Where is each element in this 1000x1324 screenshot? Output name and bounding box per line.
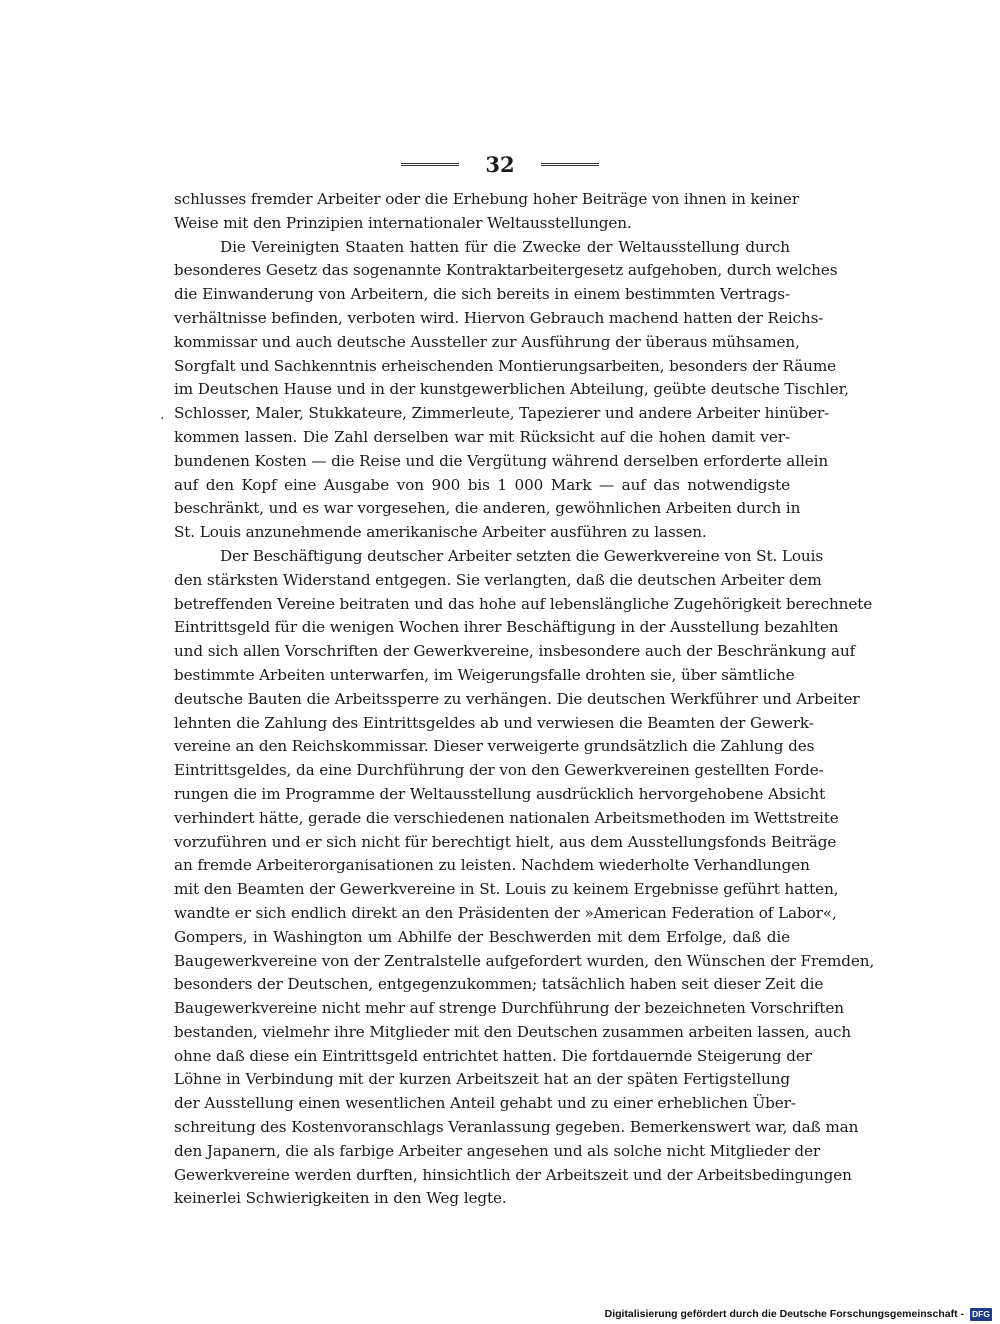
- text-line: und sich allen Vorschriften der Gewerkvereine, insbesondere auch der Beschränkung auf: [174, 642, 856, 661]
- text-line: besonders der Deutschen, entgegenzukommen; tatsächlich haben seit dieser Zeit die: [174, 975, 824, 994]
- text-line: vorzuführen und er sich nicht für berechtigt hielt, aus dem Ausstellungsfonds Beiträge: [174, 832, 837, 851]
- text-line: Löhne in Verbindung mit der kurzen Arbeitszeit hat an der späten Fertigstellung: [174, 1070, 790, 1089]
- page-number: 32: [485, 151, 515, 177]
- text-line: Eintrittsgeld für die wenigen Wochen ihrer Beschäftigung in der Ausstellung bezahlten: [174, 618, 839, 637]
- header-rule-left: [401, 163, 459, 166]
- text-line: den stärksten Widerstand entgegen. Sie verlangten, daß die deutschen Arbeiter dem: [174, 570, 822, 589]
- text-line: besonderes Gesetz das sogenannte Kontraktarbeitergesetz aufgehoben, durch welches: [174, 261, 838, 280]
- text-line: deutsche Bauten die Arbeitssperre zu verhängen. Die deutschen Werkführer und Arbeiter: [174, 689, 860, 708]
- text-line: keinerlei Schwierigkeiten in den Weg legte.: [174, 1189, 507, 1208]
- digitization-footer: [0, 1304, 1000, 1324]
- body-text: [174, 188, 875, 1211]
- text-line: lehnten die Zahlung des Eintrittsgeldes ab und verwiesen die Beamten der Gewerk-: [174, 713, 814, 732]
- text-line: Die Vereinigten Staaten hatten für die Zwecke der Weltausstellung durch: [220, 237, 790, 256]
- text-line: die Einwanderung von Arbeitern, die sich bereits in einem bestimmten Vertrags-: [174, 285, 790, 304]
- text-line: wandte er sich endlich direkt an den Präsidenten der »American Federation of Labor«,: [174, 903, 837, 922]
- margin-mark: .: [160, 407, 165, 423]
- text-line: Gewerkvereine werden durften, hinsichtlich der Arbeitszeit und der Arbeitsbedingungen: [174, 1165, 852, 1184]
- text-line: Schlosser, Maler, Stukkateure, Zimmerleute, Tapezierer und andere Arbeiter hinüber-: [174, 404, 830, 423]
- text-line: Baugewerkvereine von der Zentralstelle aufgefordert wurden, den Wünschen der Fremden,: [174, 951, 875, 970]
- text-line: rungen die im Programme der Weltausstellung ausdrücklich hervorgehobene Absicht: [174, 784, 826, 803]
- text-line: Sorgfalt und Sachkenntnis erheischenden Montierungsarbeiten, besonders der Räume: [174, 356, 837, 375]
- text-line: Der Beschäftigung deutscher Arbeiter setzten die Gewerkvereine von St. Louis: [220, 546, 824, 565]
- text-line: bestimmte Arbeiten unterwarfen, im Weigerungsfalle drohten sie, über sämtliche: [174, 665, 795, 684]
- text-line: an fremde Arbeiterorganisationen zu leisten. Nachdem wiederholte Verhandlungen: [174, 856, 810, 875]
- text-line: kommen lassen. Die Zahl derselben war mit Rücksicht auf die hohen damit ver-: [174, 427, 790, 446]
- text-line: betreffenden Vereine beitraten und das hohe auf lebenslängliche Zugehörigkeit berechnete: [174, 594, 873, 613]
- funding-notice: Digitalisierung gefördert durch die Deutsche Forschungsgemeinschaft -: [604, 1308, 964, 1320]
- text-line: im Deutschen Hause und in der kunstgewerblichen Abteilung, geübte deutsche Tischler,: [174, 380, 849, 399]
- text-line: schlusses fremder Arbeiter oder die Erhebung hoher Beiträge von ihnen in keiner: [174, 190, 799, 208]
- text-line: der Ausstellung einen wesentlichen Anteil gehabt und zu einer erheblichen Über-: [174, 1094, 796, 1113]
- text-line: den Japanern, die als farbige Arbeiter angesehen und als solche nicht Mitglieder der: [174, 1141, 821, 1160]
- text-line: verhindert hätte, gerade die verschiedenen nationalen Arbeitsmethoden im Wettstreite: [174, 808, 839, 827]
- page-header: [0, 150, 1000, 178]
- text-line: vereine an den Reichskommissar. Dieser verweigerte grundsätzlich die Zahlung des: [174, 737, 815, 756]
- text-line: beschränkt, und es war vorgesehen, die anderen, gewöhnlichen Arbeiten durch in: [174, 499, 801, 518]
- dfg-logo-icon: DFG: [970, 1308, 992, 1321]
- text-line: Weise mit den Prinzipien internationaler Weltausstellungen.: [174, 213, 632, 232]
- text-line: ohne daß diese ein Eintrittsgeld entrichtet hatten. Die fortdauernde Steigerung der: [174, 1046, 812, 1065]
- text-line: kommissar und auch deutsche Aussteller zur Ausführung der überaus mühsamen,: [174, 332, 800, 351]
- text-line: Eintrittsgeldes, da eine Durchführung der von den Gewerkvereinen gestellten Forde-: [174, 761, 824, 780]
- text-line: schreitung des Kostenvoranschlags Veranlassung gegeben. Bemerkenswert war, daß man: [174, 1118, 859, 1137]
- text-line: bundenen Kosten — die Reise und die Vergütung während derselben erforderte allein: [174, 451, 829, 470]
- text-line: mit den Beamten der Gewerkvereine in St. Louis zu keinem Ergebnisse geführt hatten,: [174, 880, 839, 899]
- text-line: Gompers, in Washington um Abhilfe der Beschwerden mit dem Erfolge, daß die: [174, 927, 790, 946]
- text-line: St. Louis anzunehmende amerikanische Arbeiter ausführen zu lassen.: [174, 523, 707, 542]
- text-line: bestanden, vielmehr ihre Mitglieder mit den Deutschen zusammen arbeiten lassen, auch: [174, 1022, 852, 1041]
- header-rule-right: [541, 163, 599, 166]
- text-line: verhältnisse befinden, verboten wird. Hiervon Gebrauch machend hatten der Reichs-: [174, 308, 824, 327]
- text-line: Baugewerkvereine nicht mehr auf strenge Durchführung der bezeichneten Vorschriften: [174, 999, 844, 1018]
- text-line: auf den Kopf eine Ausgabe von 900 bis 1 000 Mark — auf das notwendigste: [174, 475, 790, 494]
